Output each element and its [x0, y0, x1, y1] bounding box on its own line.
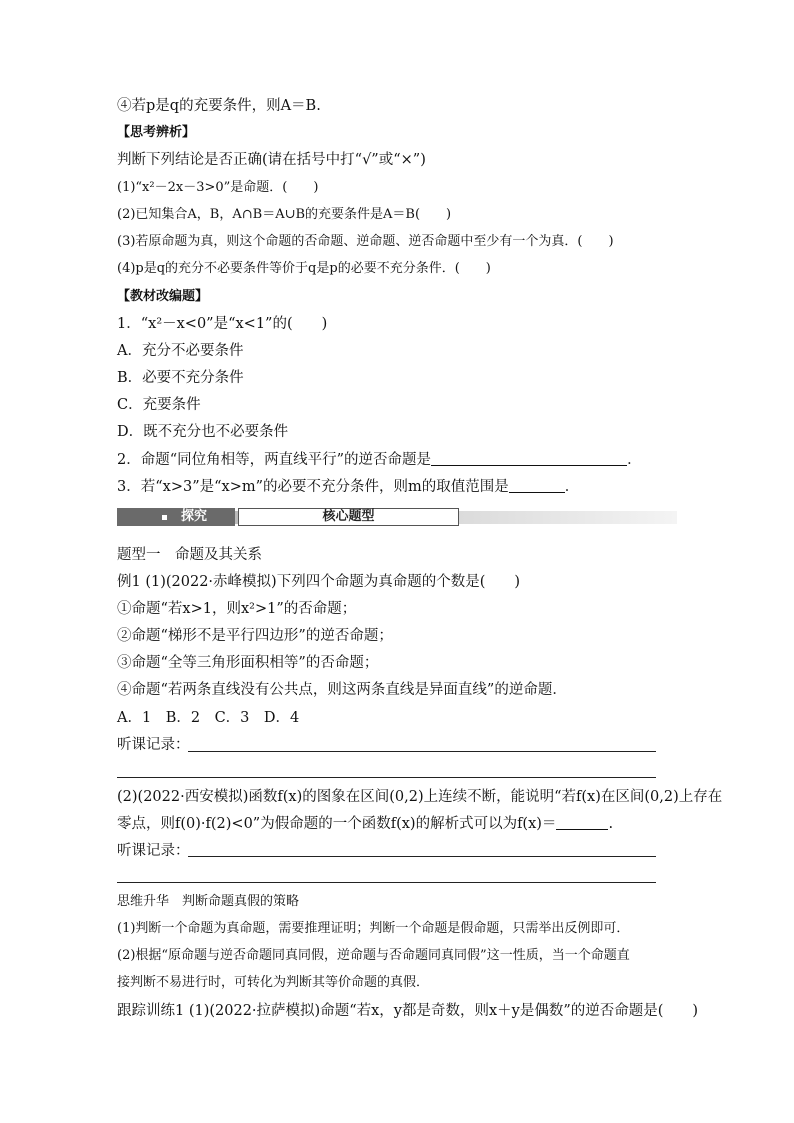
- question-2: [117, 450, 642, 470]
- think-item-1: (1)“x²－2x－3>0”是命题．( ): [117, 180, 319, 195]
- example-1-part-2-text: 零点，则f(0)·f(2)<0”为假命题的一个函数f(x)的解析式可以为f(x)＝: [117, 816, 557, 832]
- example-1-part-2-line-1: (2)(2022·西安模拟)函数f(x)的图象在区间(0,2)上连续不断，能说明“若f(x)在区间(0,2)上存在: [117, 789, 723, 805]
- example-1-part-2-answer-blank[interactable]: [556, 814, 608, 830]
- listen-record-line-3[interactable]: [188, 856, 656, 857]
- example-1-item-2: ②命题“梯形不是平行四边形”的逆否命题；: [117, 628, 393, 644]
- square-bullet-icon: [162, 515, 167, 520]
- think-heading: 【思考辨析】: [117, 125, 196, 140]
- type1-title: 题型一 命题及其关系: [117, 547, 262, 563]
- example-1-part-2-end: .: [608, 816, 614, 832]
- think-item-2: (2)已知集合A，B，A∩B＝A∪B的充要条件是A＝B( ): [117, 207, 452, 222]
- question-1-option-c: C．充要条件: [117, 397, 201, 413]
- example-1-item-1: ①命题“若x>1，则x²>1”的否命题；: [117, 601, 357, 617]
- banner-dark-label: 探究: [181, 509, 208, 524]
- question-1-option-a: A．充分不必要条件: [117, 343, 244, 359]
- track-training-1: 跟踪训练1 (1)(2022·拉萨模拟)命题“若x，y都是奇数，则x＋y是偶数”的逆否命题是( ): [117, 1003, 699, 1019]
- question-3-answer-blank[interactable]: [509, 477, 565, 493]
- banner-dark-tab: [117, 508, 235, 526]
- example-1-options: A．1 B．2 C．3 D．4: [117, 710, 300, 726]
- question-2-text: 2．命题“同位角相等，两直线平行”的逆否命题是: [117, 452, 432, 468]
- question-1-option-d: D．既不充分也不必要条件: [117, 424, 289, 440]
- question-1-option-b: B．必要不充分条件: [117, 370, 244, 386]
- listen-record-line-1[interactable]: [188, 751, 656, 752]
- question-2-end: ．: [627, 452, 642, 468]
- think-item-4: (4)p是q的充分不必要条件等价于q是p的必要不充分条件．( ): [117, 261, 491, 276]
- thinking-title: 思维升华 判断命题真假的策略: [117, 894, 300, 909]
- section-banner: [117, 508, 677, 526]
- example-1-item-4: ④命题“若两条直线没有公共点，则这两条直线是异面直线”的逆命题．: [117, 682, 567, 698]
- listen-record-label-2: 听课记录：: [117, 843, 190, 859]
- thinking-item-2: (2)根据“原命题与逆否命题同真同假，逆命题与否命题同真同假”这一性质，当一个命题直: [117, 948, 630, 963]
- example-1-intro: 例1 (1)(2022·赤峰模拟)下列四个命题为真命题的个数是( ): [117, 574, 521, 590]
- question-3: [117, 477, 579, 497]
- example-1-part-2-line-2: [117, 814, 613, 834]
- question-3-end: ．: [564, 479, 580, 495]
- question-2-answer-blank[interactable]: [431, 450, 627, 466]
- listen-record-line-4[interactable]: [117, 882, 656, 883]
- condition-item-4: ④若p是q的充要条件，则A＝B.: [117, 98, 321, 114]
- think-item-3: (3)若原命题为真，则这个命题的否命题、逆命题、逆否命题中至少有一个为真．( ): [117, 234, 614, 249]
- banner-white-label: 核心题型: [238, 508, 459, 526]
- textbook-heading: 【教材改编题】: [117, 289, 209, 304]
- thinking-item-1: (1)判断一个命题为真命题，需要推理证明；判断一个命题是假命题，只需举出反例即可．: [117, 921, 630, 936]
- listen-record-label-1: 听课记录：: [117, 737, 190, 753]
- question-1: 1．“x²－x<0”是“x<1”的( ): [117, 316, 328, 332]
- question-3-text: 3．若“x>3”是“x>m”的必要不充分条件，则m的取值范围是: [117, 479, 509, 495]
- example-1-item-3: ③命题“全等三角形面积相等”的否命题；: [117, 655, 379, 671]
- think-intro: 判断下列结论是否正确(请在括号中打“√”或“×”): [117, 152, 426, 168]
- thinking-item-3: 接判断不易进行时，可转化为判断其等价命题的真假．: [117, 975, 430, 990]
- listen-record-line-2[interactable]: [117, 777, 656, 778]
